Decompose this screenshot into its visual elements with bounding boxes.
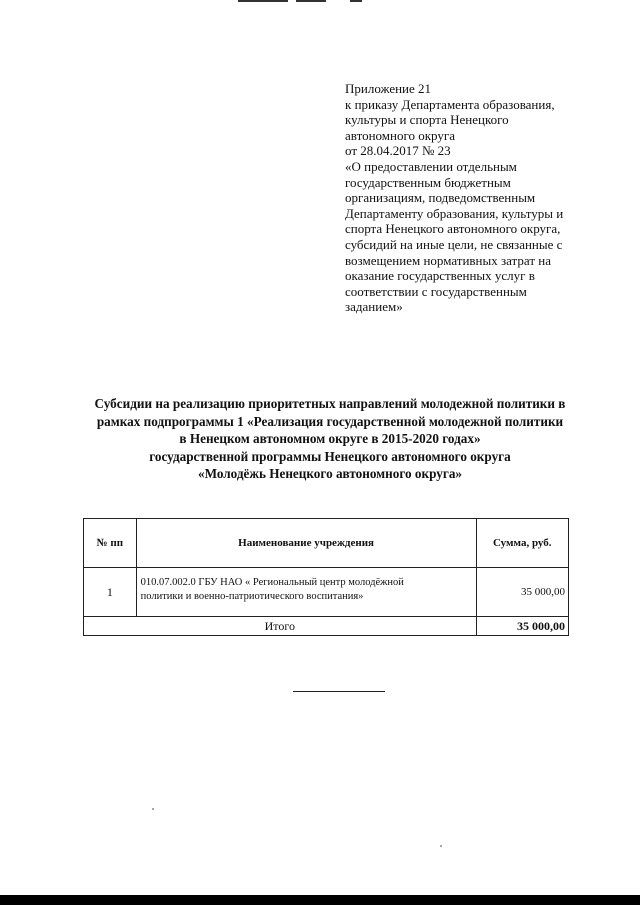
total-sum: 35 000,00 [476, 617, 568, 636]
appendix-line: субсидий на иные цели, не связанные с [345, 236, 563, 252]
subsidies-table [83, 518, 569, 636]
title-line: Субсидии на реализацию приоритетных направлений молодежной политики в [94, 396, 566, 411]
appendix-block [345, 81, 595, 315]
institution-name-line: политики и военно-патриотического воспитания» [140, 591, 364, 602]
appendix-line: Приложение 21 [345, 81, 432, 96]
row-sum: 35 000,00 [476, 568, 568, 617]
scan-speck [152, 808, 154, 810]
appendix-line: возмещением нормативных затрат на [345, 252, 551, 268]
scan-artifact-top [350, 0, 362, 2]
scan-speck [440, 845, 442, 847]
row-institution-name [136, 568, 476, 617]
header-sum: Сумма, руб. [476, 519, 568, 568]
appendix-line: организациям, подведомственным [345, 190, 536, 206]
scan-artifact-top [238, 0, 288, 2]
closing-separator-line [293, 691, 385, 692]
appendix-line: от 28.04.2017 № 23 [345, 143, 451, 159]
header-name: Наименование учреждения [136, 519, 476, 568]
appendix-line: спорта Ненецкого автономного округа, [345, 221, 561, 237]
table-header-row [84, 519, 569, 568]
table-total-row [84, 617, 569, 636]
appendix-line: Департаменту образования, культуры и [345, 205, 564, 221]
appendix-line: оказание государственных услуг в [345, 268, 535, 284]
title-line: в Ненецком автономном округе в 2015-2020 годах» [179, 431, 481, 447]
document-title [60, 395, 600, 483]
scan-bottom-edge [0, 895, 640, 905]
institution-name-line: 010.07.002.0 ГБУ НАО « Региональный центр молодёжной [140, 577, 404, 588]
scan-artifact-top [296, 0, 326, 2]
appendix-line: соответствии с государственным [345, 283, 527, 299]
appendix-line: культуры и спорта Ненецкого [345, 112, 509, 128]
appendix-line: автономного округа [345, 127, 455, 143]
appendix-line: государственным бюджетным [345, 174, 511, 190]
appendix-line: «О предоставлении отдельным [345, 158, 517, 174]
table-row [84, 568, 569, 617]
header-num: № пп [84, 519, 137, 568]
row-num: 1 [84, 568, 137, 617]
title-line: рамках подпрограммы 1 «Реализация государственной молодежной политики [96, 413, 564, 429]
total-label: Итого [84, 617, 477, 636]
title-line: государственной программы Ненецкого автономного округа [149, 448, 511, 464]
appendix-line: к приказу Департамента образования, [345, 96, 555, 112]
appendix-line: заданием» [345, 299, 403, 315]
title-line: «Молодёжь Ненецкого автономного округа» [197, 466, 463, 482]
